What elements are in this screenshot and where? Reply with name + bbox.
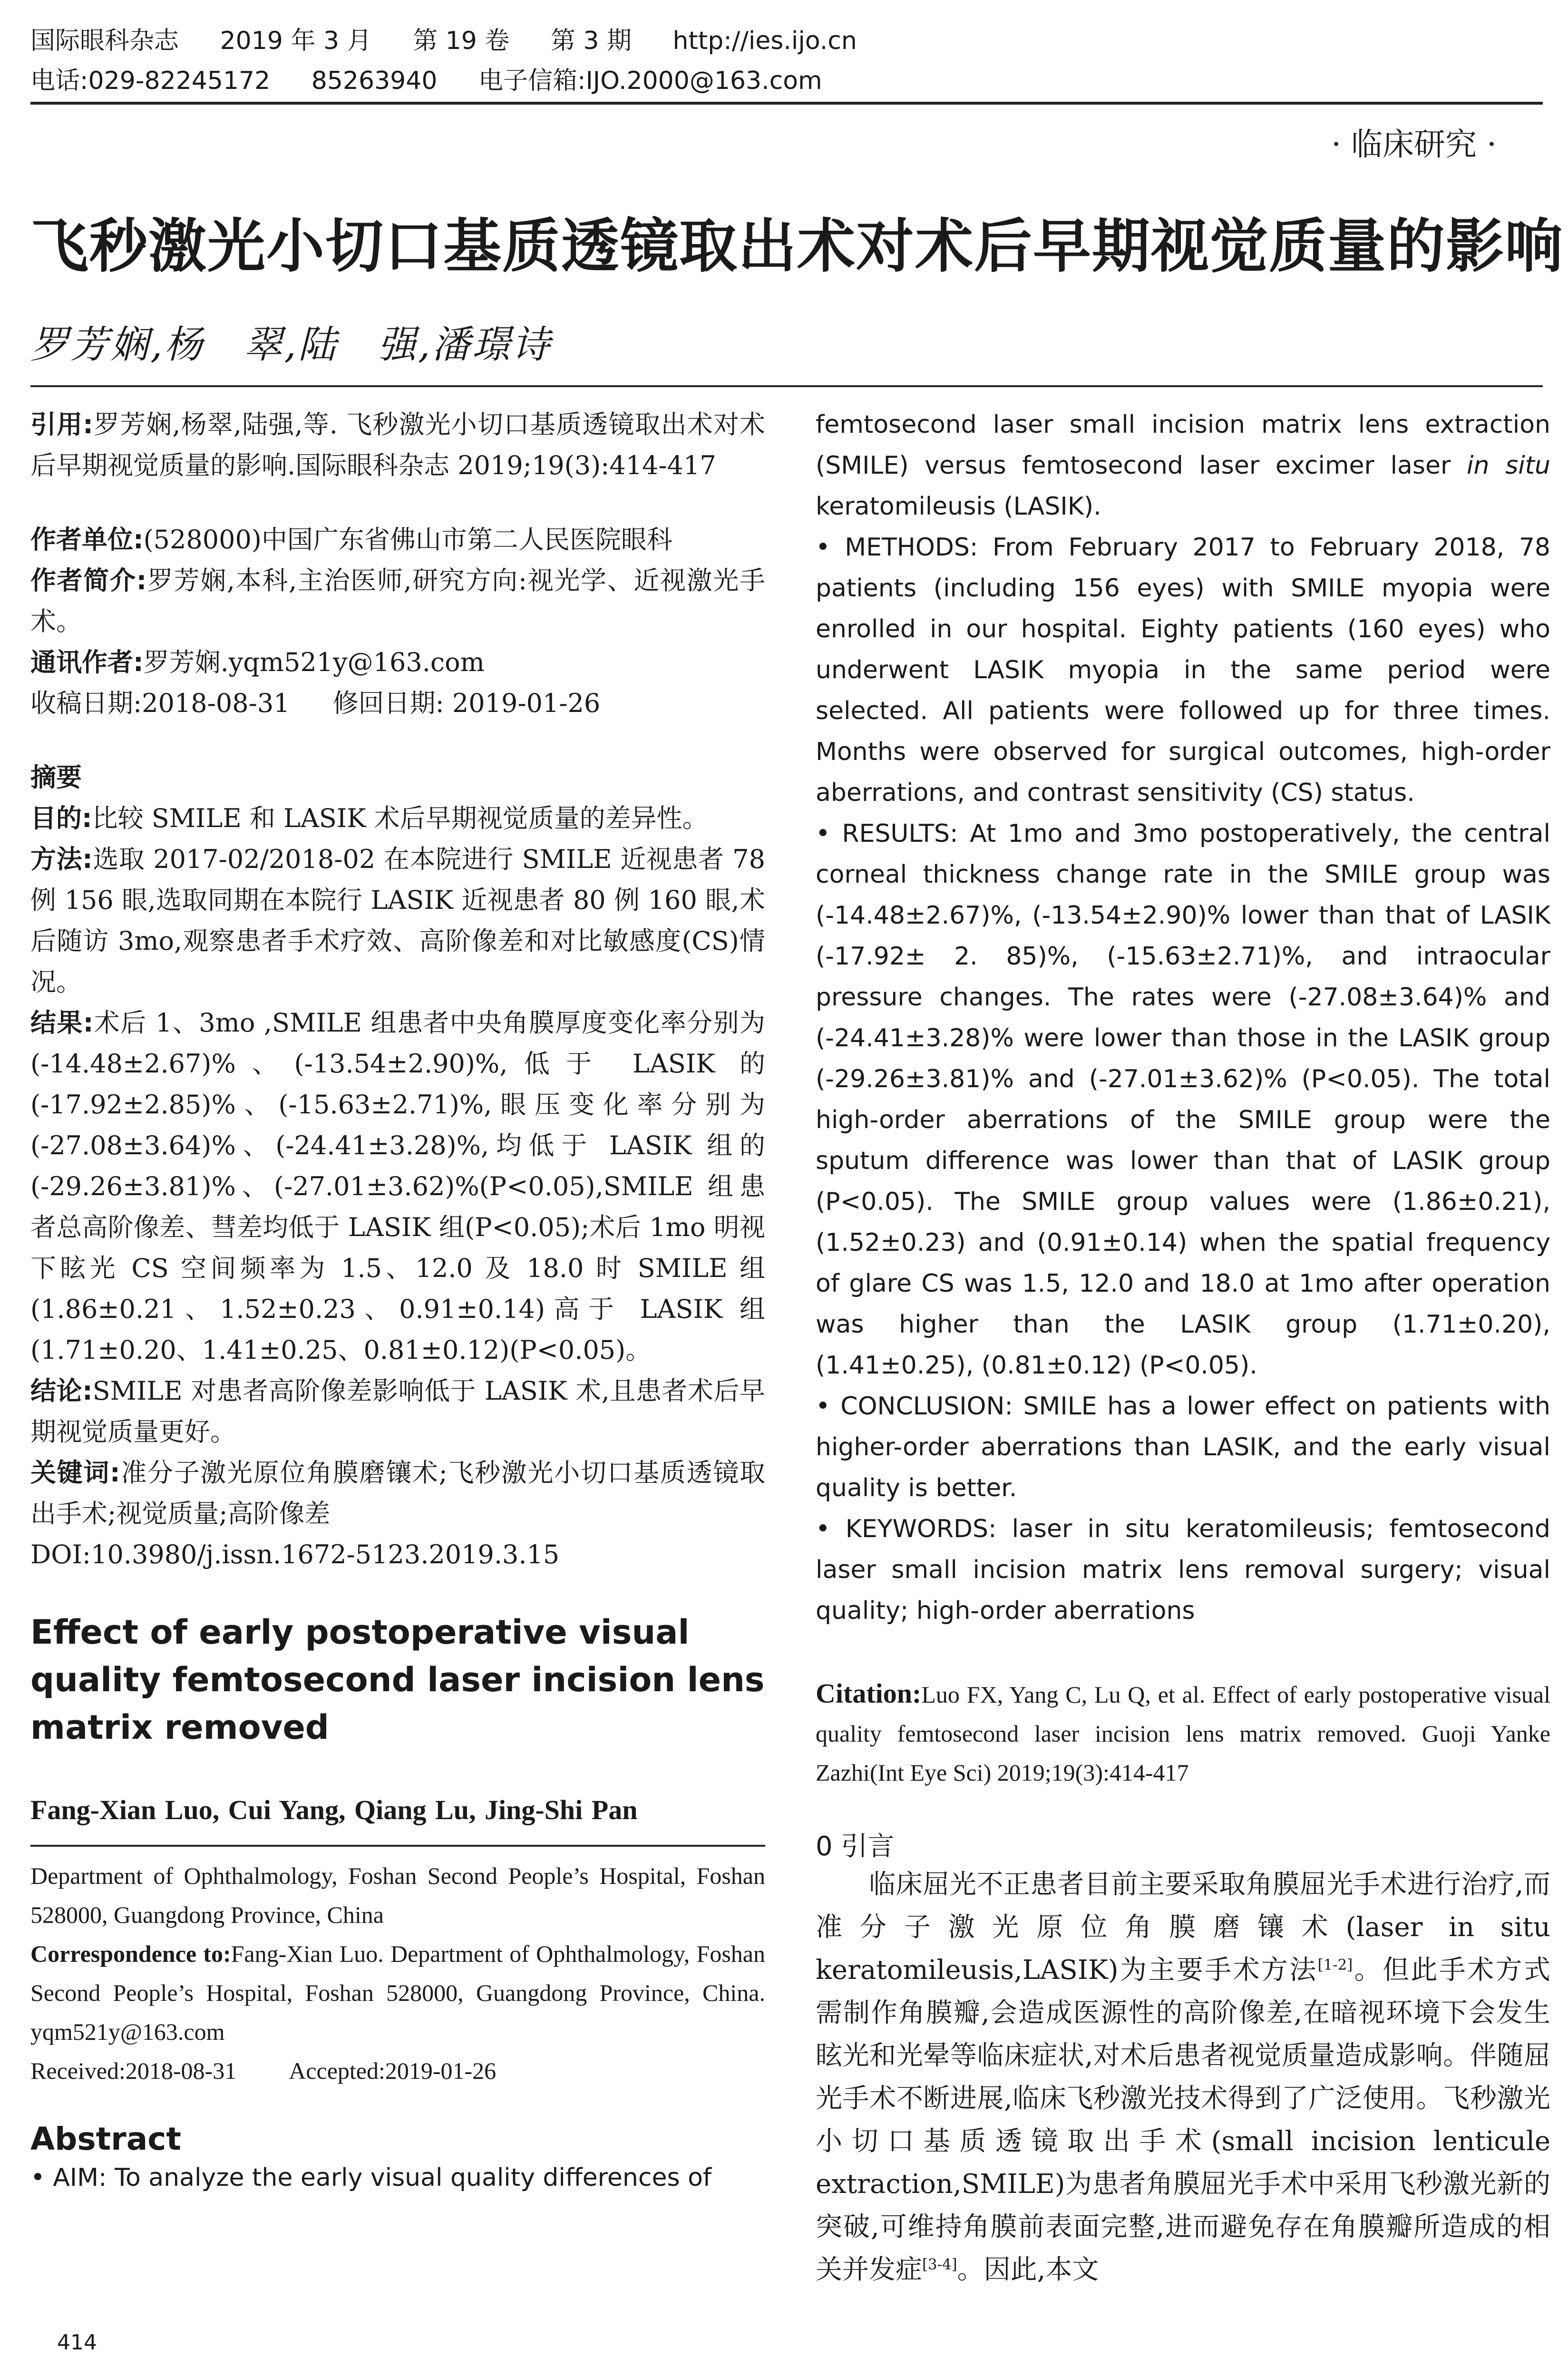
- cn-keywords-label: 关键词:: [30, 1458, 120, 1488]
- journal-header: [30, 21, 1543, 101]
- issue-date: 2019 年 3 月: [220, 27, 372, 55]
- cn-received: 收稿日期:2018-08-31: [30, 688, 290, 718]
- intro-text-2: 。但此手术方式需制作角膜瓣,会造成医源性的高阶像差,在暗视环境下会发生眩光和光晕等临床症状,对术后患者视觉质量造成影响。伴随屈光手术不断进展,临床飞秒激光技术得到了广泛使用。飞秒激光小切口基质透镜取出手术(small incision lenticule extraction,SMILE)为患者角膜屈光手术中采用飞秒激光新的突破,可维持角膜前表面完整,进而避免存在角膜瓣所造成的相关并发症: [816, 1955, 1551, 2285]
- english-affiliation: Department of Ophthalmology, Foshan Second People’s Hospital, Foshan 528000, Guangdong Province, China: [30, 1862, 765, 1928]
- english-abstract-heading: Abstract: [30, 2121, 181, 2157]
- cn-affiliation-label: 作者单位:: [30, 525, 144, 555]
- section-tag: · 临床研究 ·: [1331, 126, 1497, 163]
- english-results: • RESULTS: At 1mo and 3mo postoperatively, the central corneal thickness change rate in the SMILE group was (-14.48±2.67)%, (-13.54±2.90)% lower than that of LASIK (-17.92± 2. 85)%, (-15.63±2.71)%, and intraocular pressure changes. The rates were (-27.08±3.64)% and (-24.41±3.28)% were lower than those in the LASIK group (-29.26±3.81)% and (-27.01±3.62)% (P<0.05). The total high-order aberrations of the SMILE group were the sputum difference was lower than that of LASIK group (P<0.05). The SMILE group values were (1.86±0.21), (1.52±0.23) and (0.91±0.14) when the spatial frequency of glare CS was 1.5, 12.0 and 18.0 at 1mo after operation was higher than the LASIK group (1.71±0.20), (1.41±0.25), (0.81±0.12) (P<0.05).: [816, 819, 1550, 1380]
- english-received: Received:2018-08-31: [30, 2057, 237, 2084]
- cn-citation-text: 罗芳娴,杨翠,陆强,等. 飞秒激光小切口基质透镜取出术对术后早期视觉质量的影响.国际眼科杂志 2019;19(3):414-417: [30, 409, 765, 480]
- cn-methods-label: 方法:: [30, 844, 93, 874]
- left-column: [30, 404, 765, 2198]
- english-title: Effect of early postoperative visual quality femtosecond laser incision lens matrix removed: [30, 1613, 765, 1747]
- article-title: 飞秒激光小切口基质透镜取出术对术后早期视觉质量的影响: [30, 213, 1564, 280]
- intro-text-1: 临床屈光不正患者目前主要采取角膜屈光手术进行治疗,而准分子激光原位角膜磨镶术(laser in situ keratomileusis,LASIK)为主要手术方法: [816, 1869, 1550, 1986]
- journal-name: 国际眼科杂志: [30, 27, 179, 55]
- phone-2: 85263940: [311, 67, 438, 95]
- cn-results-text: 术后 1、3mo ,SMILE 组患者中央角膜厚度变化率分别为(-14.48±2.67)%、(-13.54±2.90)%,低于 LASIK 的(-17.92±2.85)%、(-15.63±2.71)%,眼压变化率分别为(-27.08±3.64)%、(-24.41±3.28)%,均低于 LASIK 组的(-29.26±3.81)%、(-27.01±3.62)%(P<0.05),SMILE 组患者总高阶像差、彗差均低于 LASIK 组(P<0.05);术后 1mo 明视下眩光 CS 空间频率为 1.5、12.0 及 18.0 时 SMILE 组(1.86±0.21、1.52±0.23、0.91±0.14)高于 LASIK 组(1.71±0.20、1.41±0.25、0.81±0.12)(P<0.05)。: [30, 1008, 765, 1365]
- cn-conclusion-label: 结论:: [30, 1376, 93, 1406]
- issue-number: 第 3 期: [550, 27, 632, 55]
- cn-methods-text: 选取 2017-02/2018-02 在本院进行 SMILE 近视患者 78 例 156 眼,选取同期在本院行 LASIK 近视患者 80 例 160 眼,术后随访 3mo,观察患者手术疗效、高阶像差和对比敏感度(CS)情况。: [30, 844, 765, 997]
- intro-heading: 0 引言: [816, 1831, 895, 1862]
- english-conclusion: • CONCLUSION: SMILE has a lower effect on patients with higher-order aberrations than LASIK, and the early visual quality is better.: [816, 1392, 1550, 1502]
- cn-aim-text: 比较 SMILE 和 LASIK 术后早期视觉质量的差异性。: [92, 803, 708, 833]
- cn-aim: [30, 798, 765, 839]
- intro-paragraph: [816, 1863, 1550, 2291]
- volume: 第 19 卷: [413, 27, 510, 55]
- english-methods: • METHODS: From February 2017 to February 2018, 78 patients (including 156 eyes) with SMILE myopia were enrolled in our hospital. Eighty patients (160 eyes) who underwent LASIK myopia in the same period were selected. All patients were followed up for three times. Months were observed for surgical outcomes, high-order aberrations, and contrast sensitivity (CS) status.: [816, 533, 1550, 807]
- english-dates: [30, 2051, 765, 2090]
- cn-conclusion: [30, 1371, 765, 1452]
- cn-citation: [30, 404, 765, 486]
- english-aim: • AIM: To analyze the early visual quality differences of: [30, 2163, 712, 2192]
- author-list: 罗芳娴,杨 翠,陆 强,潘璟诗: [30, 322, 552, 367]
- cn-corr-text: 罗芳娴.yqm521y@163.com: [143, 647, 485, 677]
- intro-ref-1[interactable]: [1-2]: [1317, 1956, 1353, 1974]
- cn-keywords: [30, 1452, 765, 1534]
- english-authors: Fang-Xian Luo, Cui Yang, Qiang Lu, Jing-Shi Pan: [30, 1794, 638, 1825]
- cn-results-label: 结果:: [30, 1008, 94, 1038]
- english-corr-text: Fang-Xian Luo. Department of Ophthalmology, Foshan Second People’s Hospital, Foshan 528000, Guangdong Province, China. yqm521y@163.com: [30, 1940, 765, 2045]
- cn-keywords-text: 准分子激光原位角膜磨镶术;飞秒激光小切口基质透镜取出手术;视觉质量;高阶像差: [30, 1458, 765, 1529]
- right-column: [816, 404, 1550, 2291]
- cn-affiliation: [30, 519, 765, 560]
- cn-corr-label: 通讯作者:: [30, 647, 144, 677]
- citation-label: Citation:: [816, 1678, 922, 1709]
- english-aim-continued: femtosecond laser small incision matrix lens extraction (SMILE) versus femtosecond laser excimer laser in situ keratomileusis (LASIK).: [816, 410, 1550, 521]
- intro-text-3: 。因此,本文: [957, 2254, 1099, 2285]
- cn-dates: [30, 683, 765, 724]
- cn-methods: [30, 839, 765, 1003]
- page-number: 414: [57, 2330, 97, 2355]
- english-accepted: Accepted:2019-01-26: [289, 2057, 497, 2084]
- cn-citation-label: 引用:: [30, 409, 93, 439]
- english-correspondence: [30, 1934, 765, 2051]
- english-citation: [816, 1674, 1550, 1792]
- cn-bio-label: 作者简介:: [30, 565, 147, 595]
- cn-revised: 修回日期: 2019-01-26: [332, 688, 601, 718]
- title-divider: [30, 385, 1543, 387]
- citation-text: Luo FX, Yang C, Lu Q, et al. Effect of early postoperative visual quality femtosecond laser incision lens matrix removed. Guoji Yanke Zazhi(Int Eye Sci) 2019;19(3):414-417: [816, 1681, 1550, 1786]
- english-corr-label: Correspondence to:: [30, 1940, 231, 1967]
- cn-aim-label: 目的:: [30, 803, 92, 833]
- cn-conclusion-text: SMILE 对患者高阶像差影响低于 LASIK 术,且患者术后早期视觉质量更好。: [30, 1376, 765, 1447]
- journal-url[interactable]: http://ies.ijo.cn: [672, 27, 857, 55]
- cn-results: [30, 1003, 765, 1371]
- phone: 电话:029-82245172: [30, 67, 271, 95]
- doi[interactable]: DOI:10.3980/j.issn.1672-5123.2019.3.15: [30, 1539, 560, 1569]
- cn-abstract-heading: 摘要: [30, 762, 82, 792]
- header-divider: [30, 102, 1543, 105]
- intro-ref-2[interactable]: [3-4]: [922, 2256, 957, 2273]
- cn-affiliation-text: (528000)中国广东省佛山市第二人民医院眼科: [143, 525, 672, 555]
- cn-correspondence: [30, 642, 765, 683]
- email[interactable]: 电子信箱:IJO.2000@163.com: [478, 67, 822, 95]
- english-keywords: • KEYWORDS: laser in situ keratomileusis; femtosecond laser small incision matrix lens removal surgery; visual quality; high-order aberrations: [816, 1515, 1550, 1625]
- cn-bio-text: 罗芳娴,本科,主治医师,研究方向:视光学、近视激光手术。: [30, 565, 765, 636]
- cn-author-bio: [30, 560, 765, 642]
